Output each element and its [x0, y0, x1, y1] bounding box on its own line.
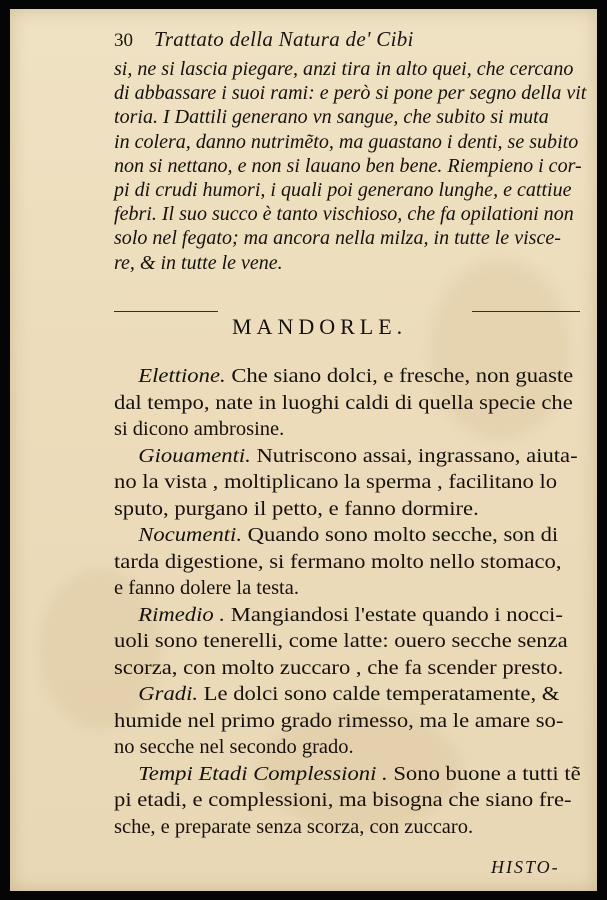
text-line: [114, 681, 581, 708]
entry-text: pi etadi, e complessioni, ma bisogna che siano fre-: [114, 789, 572, 811]
text-line: pi di crudi humori, i quali poi generano lunghe, e cattiue: [114, 179, 572, 202]
entry-text: scorza, con molto zuccaro , che fa scender presto.: [114, 656, 564, 679]
entry-label: Elettione.: [138, 365, 226, 387]
text-line: toria. I Dattili generano vn sangue, che subito si muta: [114, 106, 549, 129]
entry-label: Rimedio .: [138, 603, 226, 626]
running-title: Trattato della Natura de' Cibi: [154, 27, 414, 51]
section-rule-right: [472, 311, 580, 312]
section-rule-left: [114, 311, 218, 312]
text-line: [114, 734, 537, 761]
entry-text: dal tempo, nate in luoghi caldi di quella specie che: [114, 391, 573, 414]
entry-text: humide nel primo grado rimesso, ma le amare so-: [114, 709, 564, 732]
entry-text: e fanno dolere la testa.: [114, 577, 299, 599]
text-line: [114, 602, 581, 629]
upper-paragraph: [114, 57, 585, 275]
text-line: [114, 363, 581, 390]
section-heading: MANDORLE.: [232, 314, 408, 339]
text-line: [114, 443, 581, 470]
entry-text: sche, e preparate senza scorza, con zuccaro.: [114, 815, 474, 838]
text-line: [114, 496, 581, 523]
entry-label: Giouamenti.: [138, 444, 251, 467]
text-line: solo nel fegato; ma ancora nella milza, in tutte le visce-: [114, 227, 561, 250]
text-line: [114, 814, 537, 841]
text-line: [114, 708, 581, 735]
entry-label: Gradi.: [138, 683, 199, 705]
running-header: [114, 27, 414, 52]
entry-text: si dicono ambrosine.: [114, 418, 285, 440]
entry-text: uoli sono tenerelli, come latte: ouero secche senza: [114, 630, 568, 652]
entry-text: Mangiandosi l'estate quando i nocci-: [225, 603, 563, 626]
text-line: [114, 575, 537, 602]
entry-text: Sono buone a tutti tẽ: [387, 762, 581, 785]
text-line: re, & in tutte le vene.: [114, 251, 283, 274]
mandorle-paragraphs: [114, 363, 581, 840]
page-number: 30: [114, 30, 133, 51]
text-line: [114, 761, 581, 788]
text-line: [114, 655, 581, 682]
entry-text: Quando sono molto secche, son di: [242, 524, 559, 546]
text-line: si, ne si lascia piegare, anzi tira in alto quei, che cercano: [114, 58, 574, 80]
text-line: [114, 787, 581, 814]
text-line: [114, 549, 581, 576]
entry-text: Le dolci sono calde temperatamente, &: [198, 683, 560, 705]
entry-text: no la vista , moltiplicano la sperma , facilitano lo: [114, 471, 558, 493]
text-line: [114, 469, 581, 496]
entry-text: Che siano dolci, e fresche, non guaste: [225, 365, 574, 387]
entry-text: tarda digestione, si fermano molto nello stomaco,: [114, 550, 562, 573]
text-line: non si nettano, e non si lauano ben bene. Riempieno i cor-: [114, 154, 582, 177]
text-line: in colera, danno nutrimẽto, ma guastano i denti, se subito: [114, 130, 579, 153]
entry-text: Nutriscono assai, ingrassano, aiuta-: [250, 444, 578, 467]
text-line: febri. Il suo succo è tanto vischioso, che fa opilationi non: [114, 203, 574, 226]
book-page: [10, 9, 597, 891]
text-line: [114, 416, 537, 443]
text-line: di abbassare i suoi rami: e però si pone per segno della vit: [114, 82, 587, 105]
text-line: [114, 628, 581, 655]
entry-label: Nocumenti.: [138, 524, 243, 546]
entry-text: no secche nel secondo grado.: [114, 736, 354, 758]
text-line: [114, 522, 581, 549]
text-line: [114, 390, 581, 417]
entry-label: Tempi Etadi Complessioni .: [138, 762, 388, 785]
entry-text: sputo, purgano il petto, e fanno dormire.: [114, 497, 479, 520]
catchword: HISTO-: [491, 857, 560, 877]
